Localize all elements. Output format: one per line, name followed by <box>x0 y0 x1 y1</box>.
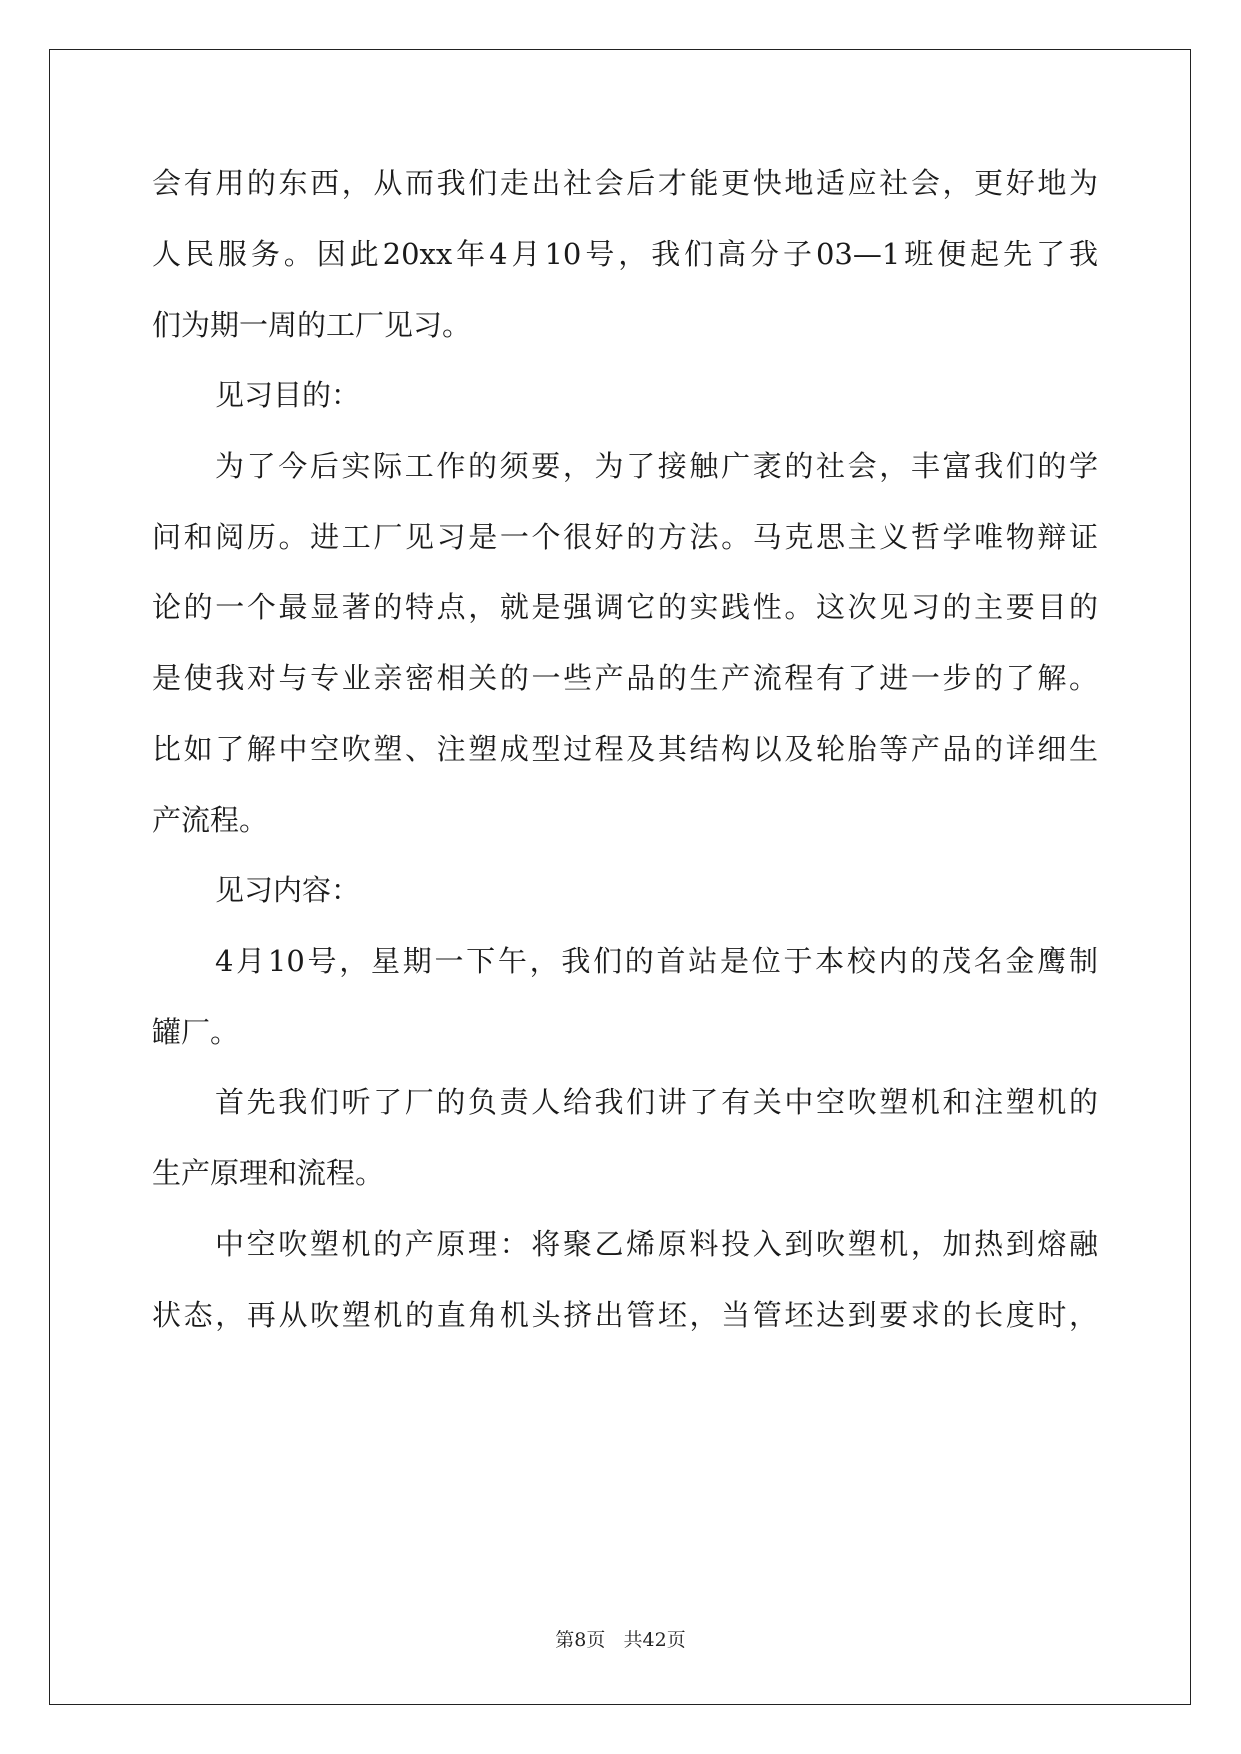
text-line: 中空吹塑机的产原理：将聚乙烯原料投入到吹塑机，加热到熔融 <box>215 1227 1098 1261</box>
text-line: 比如了解中空吹塑、注塑成型过程及其结构以及轮胎等产品的详细生 <box>152 732 1098 766</box>
text-line: 人民服务。因此20xx年4月10号，我们高分子03—1班便起先了我 <box>152 237 1098 271</box>
text-line: 首先我们听了厂的负责人给我们讲了有关中空吹塑机和注塑机的 <box>215 1085 1098 1119</box>
text-line: 问和阅历。进工厂见习是一个很好的方法。马克思主义哲学唯物辩证 <box>152 520 1098 554</box>
page-footer <box>0 1627 1241 1653</box>
page-total: 共42页 <box>623 1629 686 1651</box>
text-line: 为了今后实际工作的须要，为了接触广袤的社会，丰富我们的学 <box>215 449 1098 483</box>
text-line: 是使我对与专业亲密相关的一些产品的生产流程有了进一步的了解。 <box>152 661 1098 695</box>
section-heading: 见习内容： <box>215 873 361 907</box>
text-line: 状态，再从吹塑机的直角机头挤出管坯，当管坯达到要求的长度时， <box>152 1298 1098 1332</box>
section-heading: 见习目的： <box>215 378 361 412</box>
text-line: 会有用的东西，从而我们走出社会后才能更快地适应社会，更好地为 <box>152 166 1098 200</box>
text-line: 论的一个最显著的特点，就是强调它的实践性。这次见习的主要目的 <box>152 590 1098 624</box>
text-line: 生产原理和流程。 <box>152 1156 385 1190</box>
text-line: 罐厂。 <box>152 1015 240 1049</box>
text-line: 产流程。 <box>152 803 269 837</box>
text-line: 4月10号，星期一下午，我们的首站是位于本校内的茂名金鹰制 <box>215 944 1098 978</box>
text-line: 们为期一周的工厂见习。 <box>152 308 472 342</box>
page-number: 第8页 <box>555 1629 606 1651</box>
